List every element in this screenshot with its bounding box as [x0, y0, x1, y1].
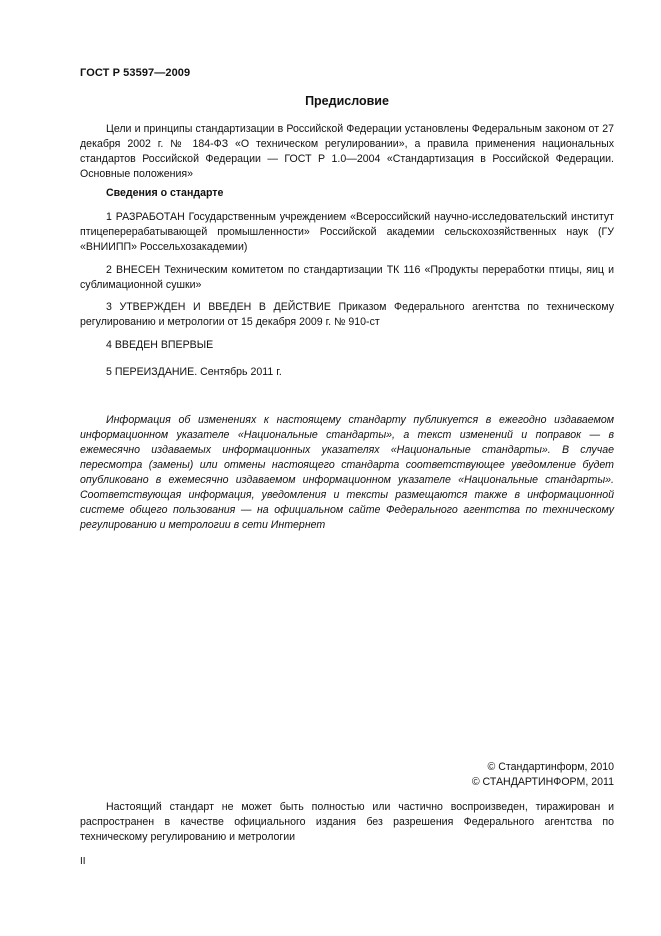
copyright-line-2011: © СТАНДАРТИНФОРМ, 2011	[471, 776, 614, 788]
changes-info-note: Информация об изменениях к настоящему стандарту публикуется в ежегодно издаваемом информационном указателе «Национальные стандарты», а текст изменений и поправок — в ежемесячно издаваемых информационных указателях «Национальные стандарты». В случае пересмотра (замены) или отмены настоящего стандарта соответствующее уведомление будет опубликовано в ежемесячно издаваемом информационном указателе «Национальные стандарты». Соответствующая информация, уведомления и тексты размещаются также в информационной системе общего пользования — на официальном сайте Федерального агентства по техническому регулированию и метрологии в сети Интернет	[80, 414, 614, 531]
standard-info-item-5: 5 ПЕРЕИЗДАНИЕ. Сентябрь 2011 г.	[106, 366, 282, 378]
document-code: ГОСТ Р 53597—2009	[80, 67, 191, 79]
standard-info-item-1: 1 РАЗРАБОТАН Государственным учреждением «Всероссийский научно-исследовательский институт птицеперерабатывающей промышленности» Российской академии сельскохозяйственных наук (ГУ «ВНИИПП» Россельхозакадемии)	[80, 211, 614, 253]
standard-info-item-3: 3 УТВЕРЖДЕН И ВВЕДЕН В ДЕЙСТВИЕ Приказом Федерального агентства по техническому регулированию и метрологии от 15 декабря 2009 г. № 910-ст	[80, 301, 614, 328]
intro-paragraph: Цели и принципы стандартизации в Российской Федерации установлены Федеральным законом от 27 декабря 2002 г. № 184-ФЗ «О техническом регулировании», а правила применения национальных стандартов Российской Федерации — ГОСТ Р 1.0—2004 «Стандартизация в Российской Федерации. Основные положения»	[80, 123, 614, 180]
page-title: Предисловие	[305, 94, 389, 108]
page-number: II	[80, 856, 86, 867]
standard-info-item-4: 4 ВВЕДЕН ВПЕРВЫЕ	[106, 339, 214, 351]
standard-info-item-2: 2 ВНЕСЕН Техническим комитетом по стандартизации ТК 116 «Продукты переработки птицы, яиц и сублимационной сушки»	[80, 264, 614, 291]
section-heading: Сведения о стандарте	[106, 187, 224, 199]
copyright-line-2010: © Стандартинформ, 2010	[487, 761, 614, 773]
reproduction-notice: Настоящий стандарт не может быть полностью или частично воспроизведен, тиражирован и распространен в качестве официального издания без разрешения Федерального агентства по техническому регулированию и метрологии	[80, 801, 614, 843]
copyright-block	[454, 760, 614, 790]
